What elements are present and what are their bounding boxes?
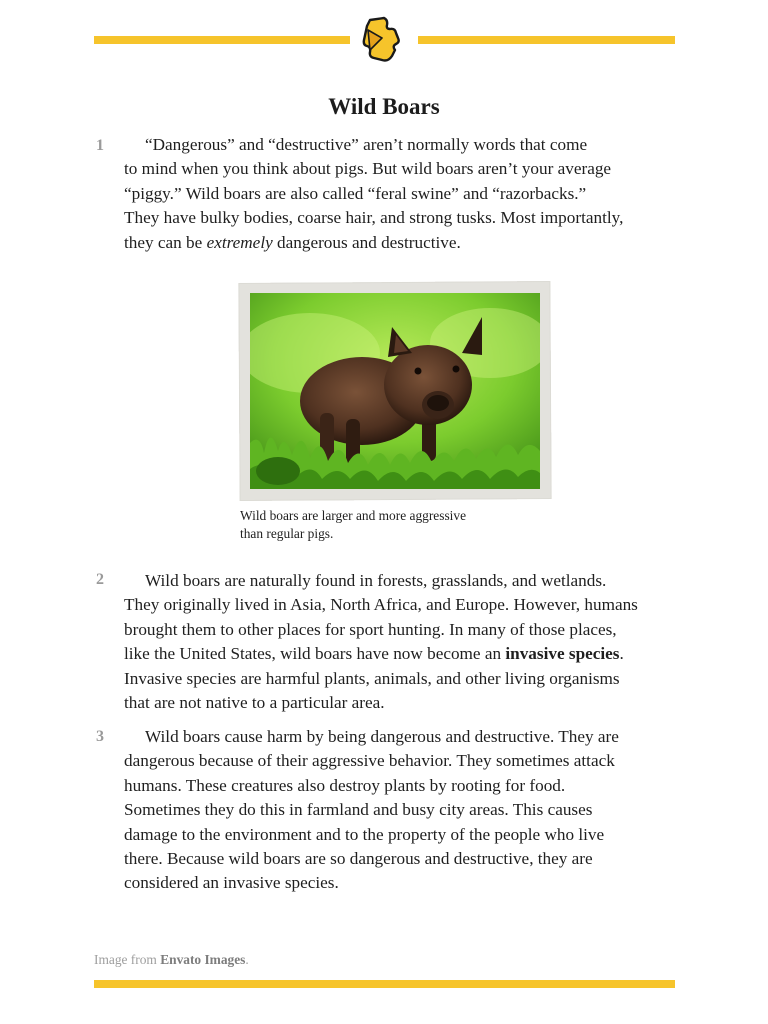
text-line: Sometimes they do this in farmland and busy city areas. This causes <box>124 800 593 820</box>
text-line: there. Because wild boars are so dangerous and destructive, they are <box>124 849 593 869</box>
text-line: to mind when you think about pigs. But wild boars aren’t your average <box>124 159 612 179</box>
credit-suffix: . <box>245 952 249 967</box>
footer-rule <box>94 980 675 988</box>
paragraph-2 <box>124 569 684 715</box>
header-rule-left <box>94 36 350 44</box>
caption-line: Wild boars are larger and more aggressive <box>240 508 467 523</box>
image-credit <box>94 952 249 968</box>
text-run: they can be <box>124 232 207 252</box>
paragraph-number: 1 <box>96 137 104 154</box>
text-line: humans. These creatures also destroy plants by rooting for food. <box>124 775 566 795</box>
text-line: brought them to other places for sport hunting. In many of those places, <box>124 619 617 639</box>
bold-term: invasive species <box>505 644 620 664</box>
paragraph-1 <box>124 133 684 255</box>
wild-boar-photo <box>250 293 540 489</box>
text-line: dangerous because of their aggressive behavior. They sometimes attack <box>124 751 615 771</box>
header-rule-right <box>418 36 675 44</box>
text-line <box>124 642 684 666</box>
text-line: Invasive species are harmful plants, animals, and other living organisms <box>124 668 620 688</box>
puzzle-piece-arrow-logo-icon <box>362 16 404 64</box>
article-title: Wild Boars <box>328 94 440 119</box>
paragraph-3 <box>124 725 684 896</box>
text-line: Wild boars are naturally found in forests, grasslands, and wetlands. <box>145 571 607 590</box>
text-line: They have bulky bodies, coarse hair, and strong tusks. Most importantly, <box>124 208 624 228</box>
text-line: They originally lived in Asia, North Africa, and Europe. However, humans <box>124 595 638 615</box>
text-run: . <box>619 644 624 664</box>
caption-line: than regular pigs. <box>240 525 334 541</box>
text-line <box>124 231 684 255</box>
text-run: like the United States, wild boars have now become an <box>124 644 506 664</box>
text-line: considered an invasive species. <box>124 873 339 893</box>
credit-prefix: Image from <box>94 952 161 967</box>
text-line: Wild boars cause harm by being dangerous and destructive. They are <box>145 727 619 746</box>
text-run: dangerous and destructive. <box>272 232 461 252</box>
paragraph-number: 2 <box>96 571 104 588</box>
emphasis-text: extremely <box>206 232 273 252</box>
credit-source: Envato Images <box>160 952 246 967</box>
text-line: damage to the environment and to the property of the people who live <box>124 824 605 844</box>
figure-caption <box>240 507 520 542</box>
text-line: that are not native to a particular area. <box>124 693 385 713</box>
text-line: “Dangerous” and “destructive” aren’t normally words that come <box>145 135 588 154</box>
paragraph-number: 3 <box>96 728 104 745</box>
text-line: “piggy.” Wild boars are also called “feral swine” and “razorbacks.” <box>124 183 587 203</box>
